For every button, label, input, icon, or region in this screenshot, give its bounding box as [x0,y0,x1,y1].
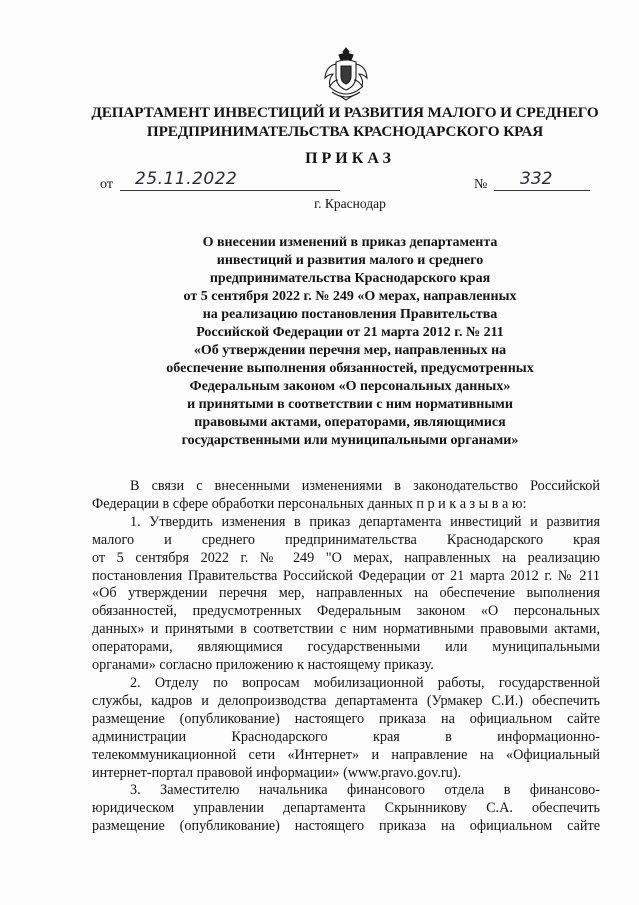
body-line: обязанностей, предусмотренных Федеральным законом «О персональных [92,603,600,620]
body-line: от 5 сентября 2022 г. № 249 "О мерах, направленных на реализацию [92,549,600,566]
body-line: органами» согласно приложению к настоящему приказу. [92,657,434,674]
body-line: данных» и принятыми в соответствии с ним нормативными правовыми актами, [92,621,600,638]
body-line: постановления Правительства Российской Федерации от 21 марта 2012 г. № 211 [92,567,600,584]
city: г. Краснодар [314,196,386,211]
date-value: 25.11.2022 [135,169,238,189]
number-value: 332 [520,169,553,189]
body-line: В связи с внесенными изменениями в законодательство Российской [130,478,600,494]
title-line: «Об утверждении перечня мер, направленных на [193,343,507,358]
number-field [494,169,590,191]
body-line: телекоммуникационной сети «Интернет» и направление на «Официальный [92,746,600,763]
title-line: обеспечение выполнения обязанностей, предусмотренных [166,361,534,376]
title-line: и принятыми в соответствии с ним нормативными [187,397,513,412]
title-line: О внесении изменений в приказ департамента [202,235,498,250]
body-line: юридическом управлении департамента Скрынникову С.А. обеспечить [92,800,600,817]
number-label: № [474,177,488,192]
body-line: Федерации в сфере обработки персональных данных п р и к а з ы в а ю: [92,495,527,512]
organization-name [90,103,600,141]
date-label: от [100,177,113,192]
body-line: малого и среднего предпринимательства Краснодарского края [92,531,600,548]
title-line: предпринимательства Краснодарского края [209,271,491,286]
org-line-2: ПРЕДПРИНИМАТЕЛЬСТВА КРАСНОДАРСКОГО КРАЯ [146,123,544,140]
body-line: 2. Отделу по вопросам мобилизационной работы, государственной [130,674,600,691]
title-line: инвестиций и развития малого и среднего [216,253,484,268]
title-line: от 5 сентября 2022 г. № 249 «О мерах, направленных [183,289,517,304]
org-line-1: ДЕПАРТАМЕНТ ИНВЕСТИЦИЙ И РАЗВИТИЯ МАЛОГО И СРЕДНЕГО [91,104,599,121]
document-type: ПРИКАЗ [305,150,395,167]
body-line: «Об утверждении перечня мер, направленных на обеспечение выполнения [92,585,600,602]
body-line: интернет-портал правовой информации» (www.pravo.gov.ru). [92,764,461,781]
body-line: размещение (опубликование) настоящего приказа на официальном сайте [92,818,600,835]
date-field [120,169,340,191]
document-body [92,478,600,836]
title-line: на реализацию постановления Правительства [202,307,498,322]
title-line: правовыми актами, операторами, являющимися [194,415,506,430]
coat-of-arms-icon [322,46,370,102]
body-line: службы, кадров и делопроизводства департамента (Урмакер С.И.) обеспечить [92,692,600,709]
title-line: государственными или муниципальными органами» [181,433,519,448]
body-line: операторами, являющимися государственными или муниципальными [92,639,600,656]
body-line: администрации Краснодарского края в информационно- [92,728,600,745]
title-line: Федеральным законом «О персональных данных» [189,379,511,394]
date-number-row [90,171,600,195]
title-line: Российской Федерации от 21 марта 2012 г. № 211 [196,325,504,340]
body-line: 3. Заместителю начальника финансового отдела в финансово- [130,782,600,799]
document-title [130,234,570,450]
body-line: размещение (опубликование) настоящего приказа на официальном сайте [92,710,600,727]
body-line: 1. Утвердить изменения в приказ департамента инвестиций и развития [130,513,600,530]
